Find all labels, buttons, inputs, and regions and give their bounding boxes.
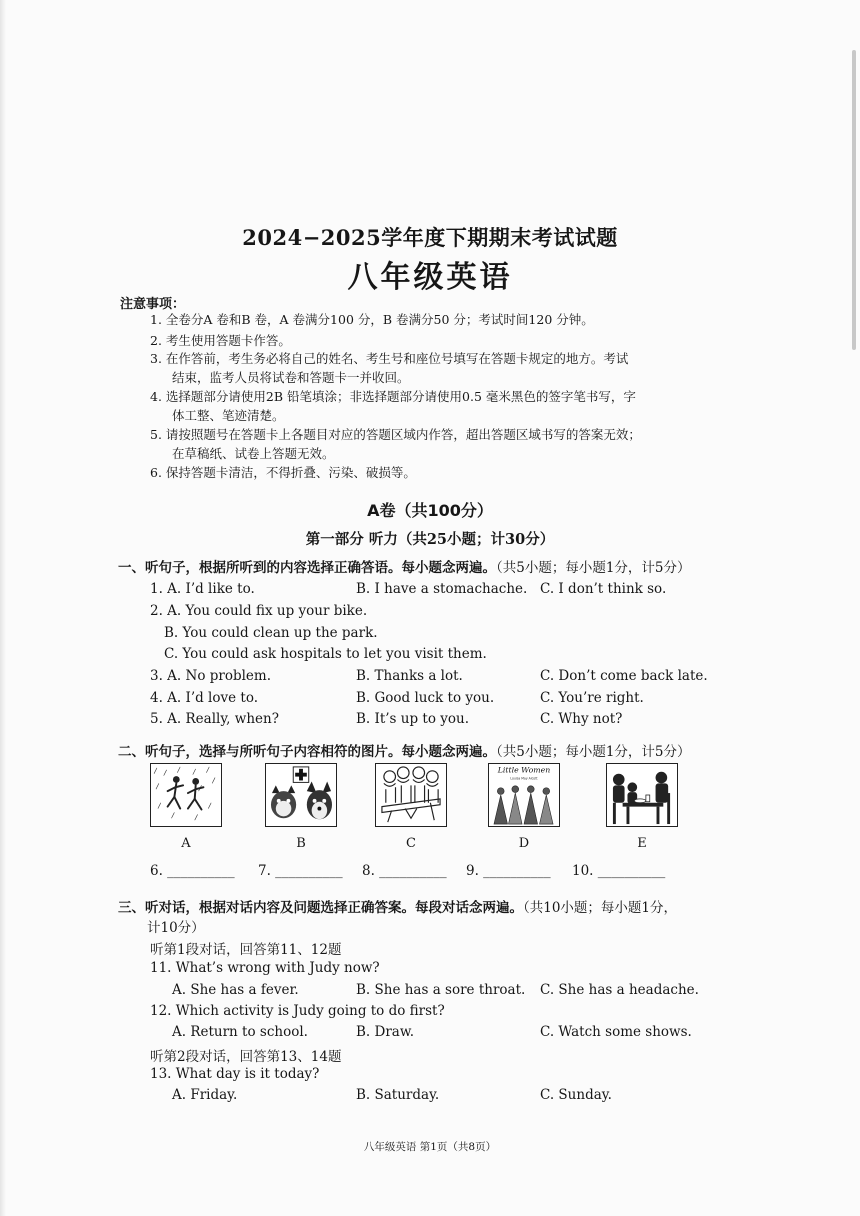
- scrollbar[interactable]: [852, 50, 856, 350]
- q13-option-c: C. Sunday.: [540, 1087, 612, 1103]
- q1-item4-a: 4. A. I’d love to.: [150, 690, 259, 706]
- q3-heading: [118, 896, 677, 916]
- picture-c-group-activity: [375, 763, 447, 827]
- q1-heading-rest: （共5小题；每小题1分，计5分）: [496, 560, 691, 576]
- q11-option-a: A. She has a fever.: [172, 982, 299, 998]
- book-author: Louisa May Alcott: [510, 776, 538, 781]
- q1-item1-c: C. I don’t think so.: [540, 581, 667, 597]
- q1-item3-a: 3. A. No problem.: [150, 668, 271, 684]
- running-people-icon: [151, 764, 221, 826]
- question-13: 13. What day is it today?: [150, 1066, 320, 1082]
- q1-heading: [118, 556, 691, 576]
- book-title: Little Women: [497, 765, 551, 775]
- q1-item3-c: C. Don’t come back late.: [540, 668, 708, 684]
- q12-option-a: A. Return to school.: [172, 1024, 308, 1040]
- q1-item5-c: C. Why not?: [540, 711, 623, 727]
- q1-item2-c: C. You could ask hospitals to let you visit them.: [164, 646, 487, 662]
- exam-title: 2024−2025学年度下期期末考试试题: [242, 225, 618, 250]
- q1-item1-a: 1. A. I’d like to.: [150, 581, 255, 597]
- page-footer: 八年级英语 第1页（共8页）: [363, 1141, 497, 1153]
- q11-option-b: B. She has a sore throat.: [356, 982, 526, 998]
- picture-a-running-in-rain: [150, 763, 222, 827]
- notice-line-2: 2. 考生使用答题卡作答。: [150, 333, 291, 348]
- picture-label-a: A: [181, 836, 191, 851]
- q3-heading-bold: 三、听对话，根据对话内容及问题选择正确答案。每段对话念两遍。: [118, 900, 523, 916]
- q2-heading: [118, 740, 691, 760]
- notice-line-5: 5. 请按照题号在答题卡上各题目对应的答题区域内作答，超出答题区域书写的答案无效；: [150, 427, 641, 442]
- q13-option-b: B. Saturday.: [356, 1087, 440, 1103]
- question-12: 12. Which activity is Judy going to do first?: [150, 1003, 445, 1019]
- notice-line-4-cont: 体工整、笔迹清楚。: [172, 408, 285, 423]
- notice-line-3-cont: 结束，监考人员将试卷和答题卡一并收回。: [172, 370, 410, 385]
- q1-item2-a: 2. A. You could fix up your bike.: [150, 603, 368, 619]
- question-11: 11. What’s wrong with Judy now?: [150, 960, 380, 976]
- notice-line-1: 1. 全卷分A 卷和B 卷，A 卷满分100 分，B 卷满分50 分；考试时间120 分钟。: [150, 312, 594, 327]
- q1-item5-b: B. It’s up to you.: [356, 711, 469, 727]
- dinner-table-icon: [607, 764, 677, 826]
- picture-label-c: C: [406, 836, 416, 851]
- picture-d-book-cover: [488, 763, 560, 827]
- book-icon: [489, 764, 559, 826]
- picture-b-pets-hospital: [265, 763, 337, 827]
- q1-heading-bold: 一、听句子，根据所听到的内容选择正确答语。每小题念两遍。: [118, 560, 496, 576]
- pets-icon: [266, 764, 336, 826]
- q12-option-b: B. Draw.: [356, 1024, 415, 1040]
- picture-e-family-dinner: [606, 763, 678, 827]
- notice-line-6: 6. 保持答题卡清洁，不得折叠、污染、破损等。: [150, 465, 416, 480]
- notice-line-4: 4. 选择题部分请使用2B 铅笔填涂；非选择题部分请使用0.5 毫米黑色的签字笔书写，字: [150, 389, 636, 404]
- dialog-2-intro: 听第2段对话，回答第13、14题: [150, 1049, 342, 1065]
- answer-blank-9[interactable]: 9. __________: [466, 863, 551, 879]
- picture-label-b: B: [296, 836, 306, 851]
- notice-line-5-cont: 在草稿纸、试卷上答题无效。: [172, 446, 335, 461]
- dialog-1-intro: 听第1段对话，回答第11、12题: [150, 942, 342, 958]
- section-a-heading: A卷（共100分）: [367, 501, 493, 520]
- q12-option-c: C. Watch some shows.: [540, 1024, 692, 1040]
- page-edge: [0, 0, 6, 1216]
- q13-option-a: A. Friday.: [172, 1087, 238, 1103]
- notice-line-3: 3. 在作答前，考生务必将自己的姓名、考生号和座位号填写在答题卡规定的地方。考试: [150, 351, 629, 366]
- answer-blank-8[interactable]: 8. __________: [362, 863, 447, 879]
- q11-option-c: C. She has a headache.: [540, 982, 699, 998]
- q1-item4-b: B. Good luck to you.: [356, 690, 495, 706]
- part1-heading: 第一部分 听力（共25小题；计30分）: [305, 531, 555, 548]
- q1-item5-a: 5. A. Really, when?: [150, 711, 279, 727]
- exam-subtitle: 八年级英语: [347, 260, 513, 295]
- picture-label-e: E: [637, 836, 647, 851]
- q2-heading-bold: 二、听句子，选择与所听句子内容相符的图片。每小题念两遍。: [118, 744, 496, 760]
- q1-item1-b: B. I have a stomachache.: [356, 581, 528, 597]
- q2-heading-rest: （共5小题；每小题1分，计5分）: [496, 744, 691, 760]
- q3-heading-cont: 计10分）: [147, 920, 205, 936]
- group-people-icon: [376, 764, 446, 826]
- answer-blank-6[interactable]: 6. __________: [150, 863, 235, 879]
- q1-item3-b: B. Thanks a lot.: [356, 668, 463, 684]
- q3-heading-rest: （共10小题；每小题1分，: [523, 900, 678, 916]
- q1-item2-b: B. You could clean up the park.: [164, 625, 378, 641]
- notice-heading: 注意事项：: [120, 297, 186, 312]
- q1-item4-c: C. You’re right.: [540, 690, 644, 706]
- answer-blank-10[interactable]: 10. __________: [572, 863, 666, 879]
- answer-blank-7[interactable]: 7. __________: [258, 863, 343, 879]
- picture-label-d: D: [518, 836, 530, 851]
